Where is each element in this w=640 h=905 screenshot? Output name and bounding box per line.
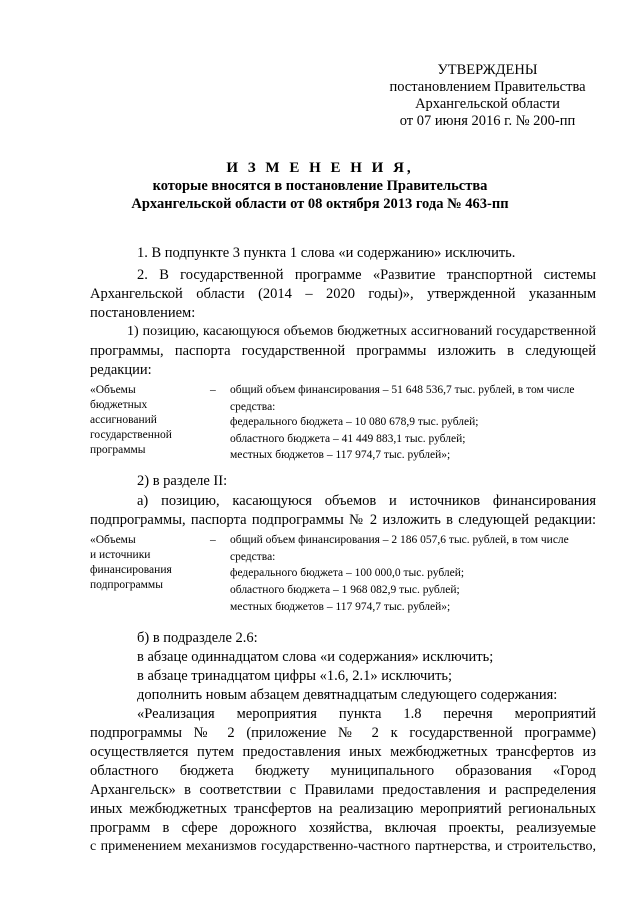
section-2-a-line-2: подпрограммы, паспорта подпрограммы № 2 изложить в следующей редакции: [90, 512, 596, 528]
quote-line-6: иных межбюджетных трансфертов на реализацию мероприятий региональных [90, 801, 596, 817]
approval-heading: УТВЕРЖДЕНЫ [437, 62, 538, 78]
quote-line-4: областного бюджета бюджету муниципального образования «Город [90, 763, 596, 779]
table-1-right-0: общий объем финансирования – 51 648 536,7 тыс. рублей, в том числе [230, 384, 575, 396]
section-b-line-3: дополнить новым абзацем девятнадцатым следующего содержания: [137, 687, 558, 703]
quote-line-2: подпрограммы № 2 (приложение № 2 к государственной программе) [90, 725, 596, 741]
table-2-right-0: общий объем финансирования – 2 186 057,6 тыс. рублей, в том числе [230, 534, 569, 546]
quote-line-5: Архангельск» в соответствии с Правилами предоставления и распределения [90, 782, 596, 798]
item-2-line-2: Архангельской области (2014 – 2020 годы)», утвержденной указанным [90, 286, 596, 302]
table-1-right-2: федерального бюджета – 10 080 678,9 тыс. рублей; [230, 416, 479, 428]
item-2-line-1: 2. В государственной программе «Развитие транспортной системы [137, 267, 596, 283]
table-1-left-0: «Объемы [90, 384, 136, 396]
document-subtitle-2: Архангельской области от 08 октября 2013 года № 463-пп [131, 196, 509, 212]
table-2-right-3: областного бюджета – 1 968 082,9 тыс. рублей; [230, 584, 460, 596]
table-2-left-0: «Объемы [90, 534, 136, 546]
subitem-1-line-3: редакции: [90, 362, 152, 378]
item-2-line-3: постановлением: [90, 305, 196, 321]
table-1-right-4: местных бюджетов – 117 974,7 тыс. рублей»; [230, 449, 451, 461]
table-1-right-3: областного бюджета – 41 449 883,1 тыс. рублей; [230, 433, 466, 445]
table-2-left-1: и источники [90, 549, 151, 561]
document-title: И З М Е Н Е Н И Я, [226, 160, 414, 176]
subitem-1-line-1: 1) позицию, касающуюся объемов бюджетных ассигнований государственной [127, 324, 596, 339]
document-subtitle-1: которые вносятся в постановление Правительства [152, 178, 488, 194]
section-b-line-2: в абзаце тринадцатом цифры «1.6, 2.1» исключить; [137, 668, 453, 684]
table-2-right-2: федерального бюджета – 100 000,0 тыс. рублей; [230, 567, 465, 579]
table-1-left-3: государственной [90, 429, 172, 441]
table-1-left-1: бюджетных [90, 399, 148, 411]
table-2-right-1: средства: [230, 551, 276, 563]
table-1-left-2: ассигнований [90, 414, 157, 426]
subitem-1-line-2: программы, паспорта государственной программы изложить в следующей [90, 343, 596, 359]
table-1-right-1: средства: [230, 401, 276, 413]
table-2-left-2: финансирования [90, 564, 172, 576]
table-2-dash: – [210, 534, 216, 546]
quote-line-1: «Реализация мероприятия пункта 1.8 перечня мероприятий [137, 706, 596, 722]
table-2-left-3: подпрограммы [90, 579, 163, 591]
quote-line-8: с применением механизмов государственно-частного партнерства, и строительство, [90, 839, 596, 854]
item-1: 1. В подпункте 3 пункта 1 слова «и содержанию» исключить. [137, 245, 516, 261]
quote-line-3: осуществляется путем предоставления иных межбюджетных трансфертов из [90, 744, 596, 760]
section-2-a-line-1: а) позицию, касающуюся объемов и источников финансирования [137, 493, 596, 509]
approval-line-3: от 07 июня 2016 г. № 200-пп [399, 113, 576, 129]
section-b-heading: б) в подразделе 2.6: [137, 630, 258, 646]
table-1-dash: – [210, 384, 216, 396]
approval-line-1: постановлением Правительства [389, 79, 586, 95]
table-1-left-4: программы [90, 444, 146, 456]
approval-line-2: Архангельской области [415, 96, 560, 112]
section-b-line-1: в абзаце одиннадцатом слова «и содержания» исключить; [137, 649, 494, 665]
table-2-right-4: местных бюджетов – 117 974,7 тыс. рублей»; [230, 601, 451, 613]
section-2-heading: 2) в разделе II: [137, 473, 228, 489]
quote-line-7: программ в сфере дорожного хозяйства, включая проекты, реализуемые [90, 820, 596, 836]
